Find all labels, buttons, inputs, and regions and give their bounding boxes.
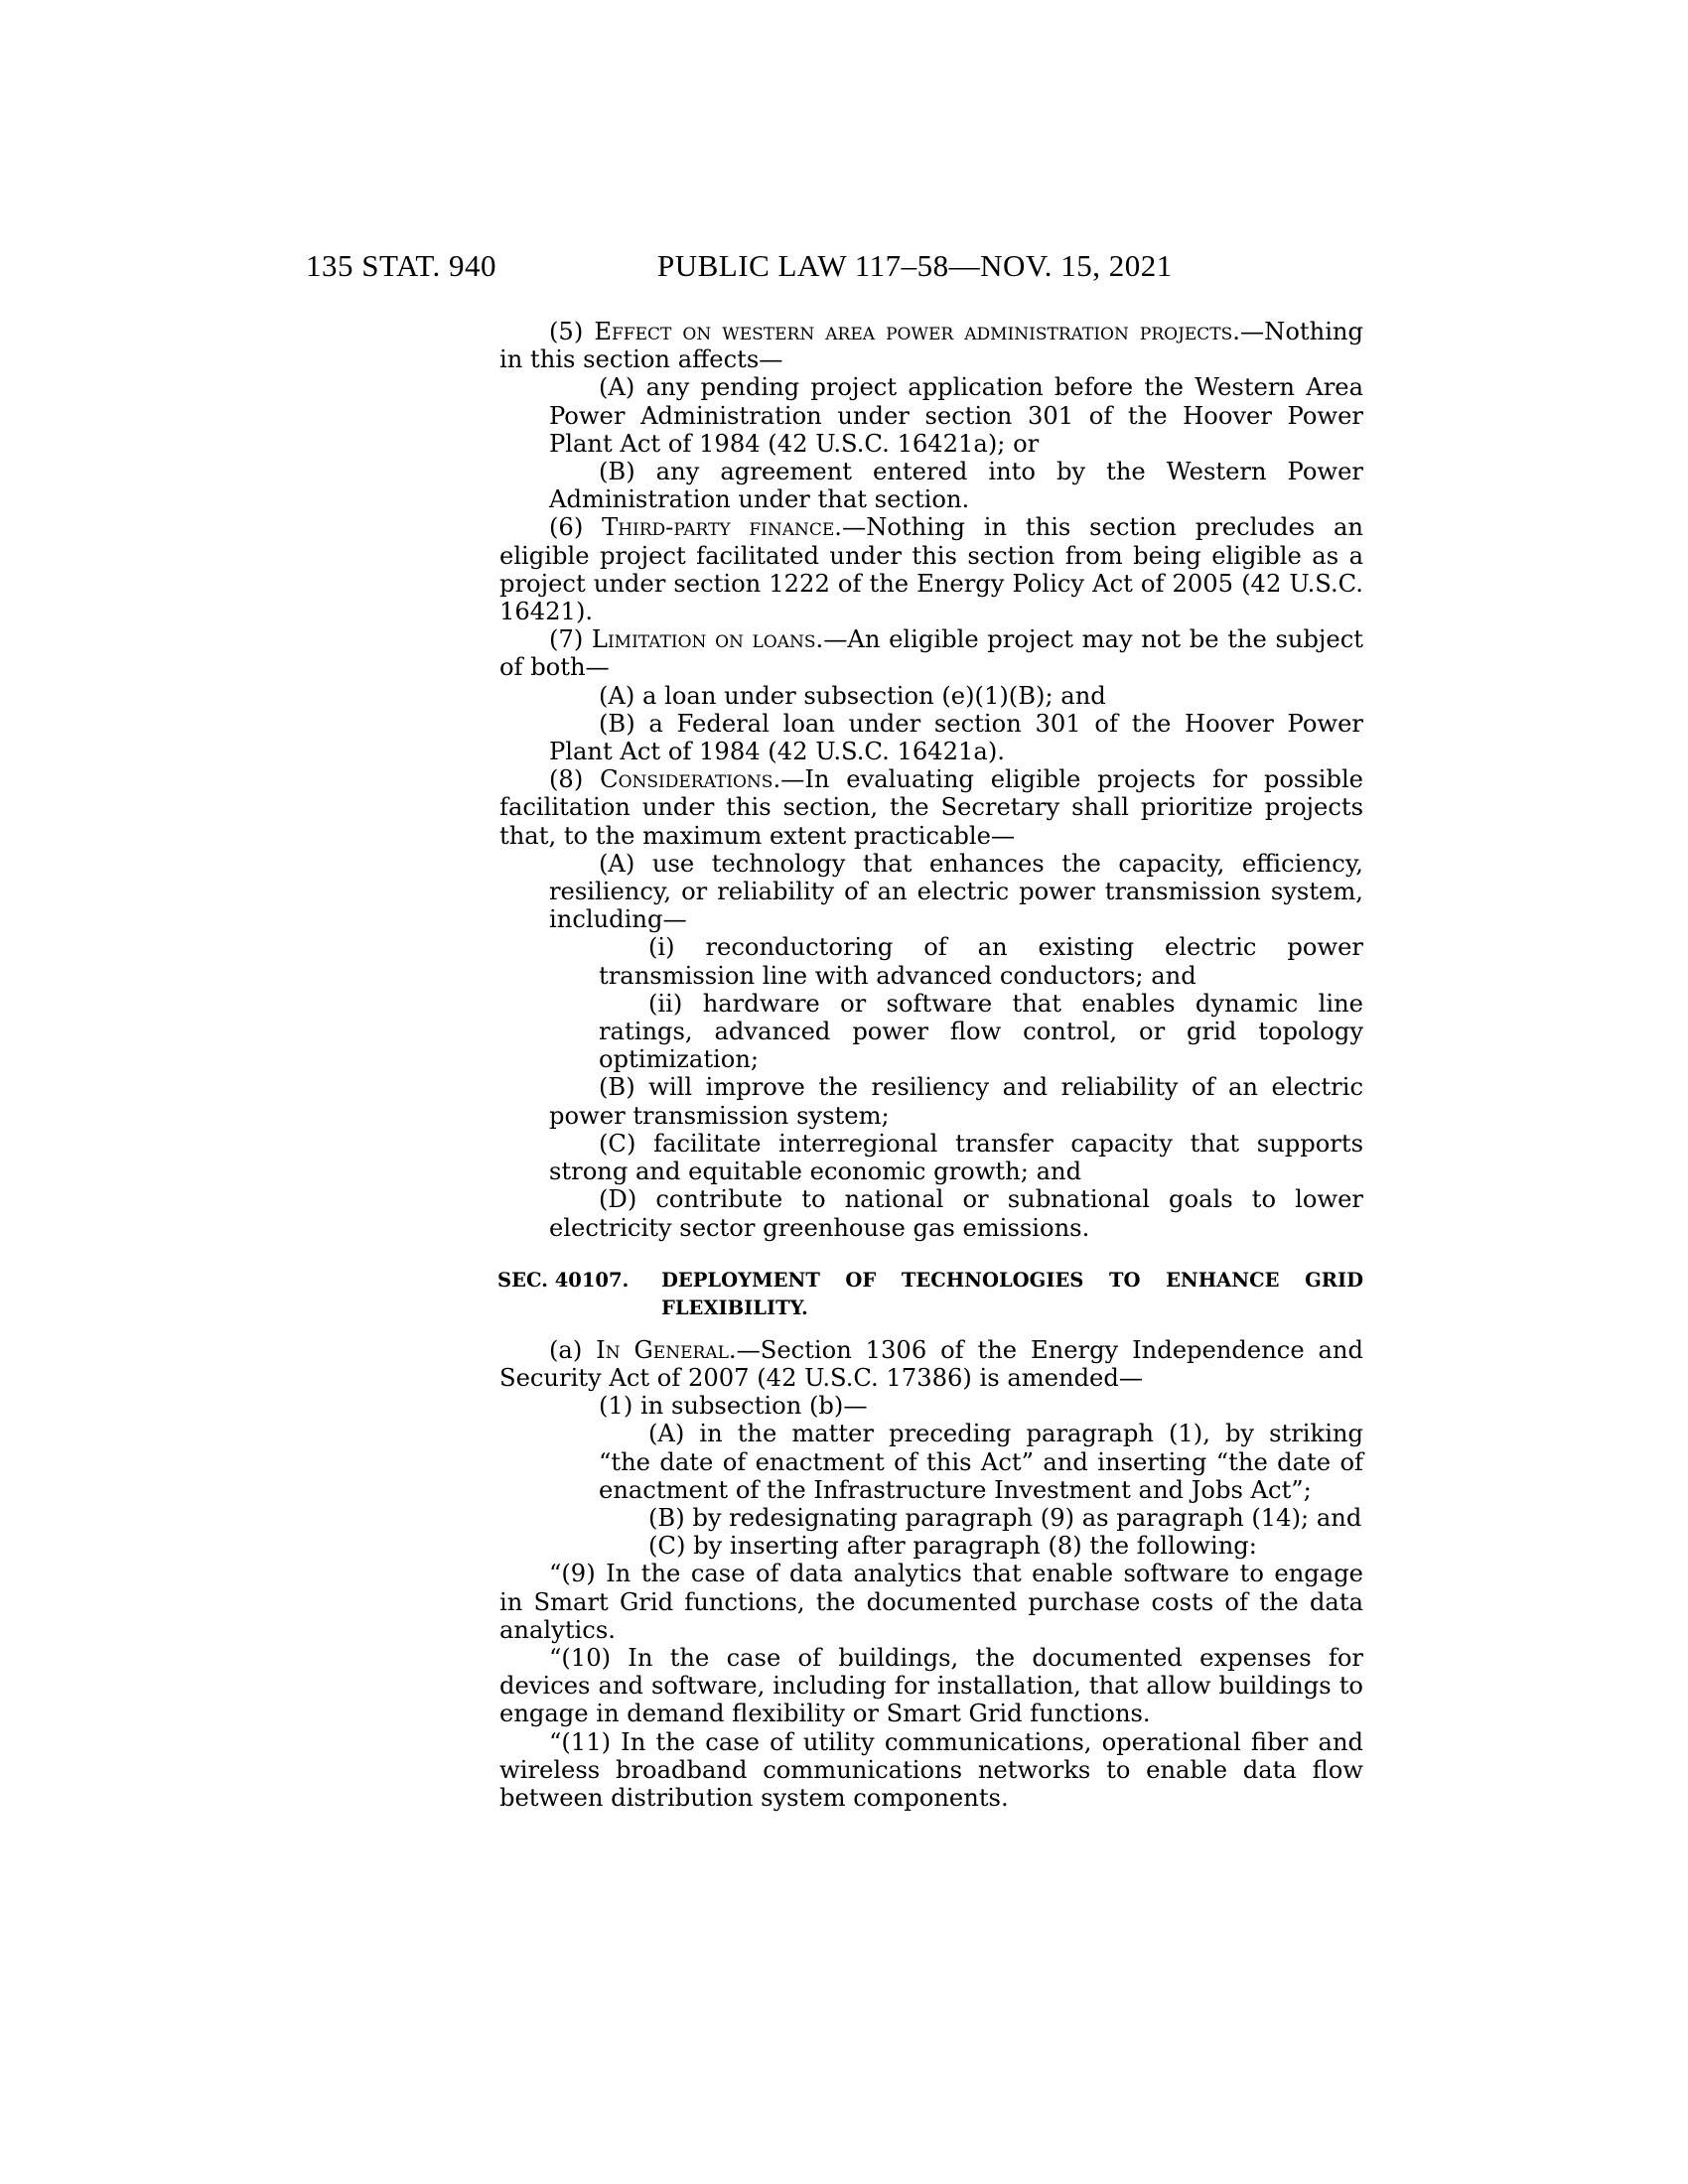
quoted-paragraph-10: “(10) In the case of buildings, the documented expenses for devices and software, including for installation, that allow buildings to engage in demand flexibility or Smart Grid functions. — [499, 1643, 1363, 1728]
paragraph-8-number: (8) — [549, 765, 601, 794]
subsection-a — [499, 1336, 1363, 1392]
paragraph-6 — [499, 513, 1363, 625]
paragraph-8-a: (A) use technology that enhances the capacity, efficiency, resiliency, or reliability of an electric power transmission system, including— — [549, 849, 1363, 934]
public-law-title: PUBLIC LAW 117–58—NOV. 15, 2021 — [657, 248, 1173, 283]
paragraph-6-heading: Third-party finance. — [602, 513, 842, 542]
paragraph-8 — [499, 765, 1363, 850]
paragraph-7 — [499, 625, 1363, 681]
section-title: DEPLOYMENT OF TECHNOLOGIES TO ENHANCE GRID FLEXIBILITY. — [661, 1268, 1363, 1319]
subsection-a-1: (1) in subsection (b)— — [599, 1392, 868, 1421]
paragraph-5-a: (A) any pending project application before the Western Area Power Administration under section 301 of the Hoover Power Plant Act of 1984 (42 U.S.C. 16421a); or — [549, 373, 1363, 458]
subsection-a-1-b: (B) by redesignating paragraph (9) as paragraph (14); and — [648, 1503, 1362, 1532]
quoted-paragraph-9: “(9) In the case of data analytics that enable software to engage in Smart Grid functions, the documented purchase costs of the data analytics. — [499, 1560, 1363, 1644]
paragraph-8-d: (D) contribute to national or subnational goals to lower electricity sector greenhouse gas emissions. — [549, 1185, 1363, 1242]
paragraph-8-a-ii: (ii) hardware or software that enables dynamic line ratings, advanced power flow control, or grid topology optimization; — [599, 989, 1363, 1074]
section-heading — [497, 1267, 1363, 1322]
paragraph-6-text: —Nothing in this section precludes an eligible project facilitated under this section from being eligible as a project under section 1222 of the Energy Policy Act of 2005 (42 U.S.C. 16421). — [499, 513, 1364, 626]
stat-page-number: 135 STAT. 940 — [306, 248, 497, 283]
paragraph-8-heading: Considerations. — [600, 765, 781, 794]
subsection-a-1-a: (A) in the matter preceding paragraph (1), by striking “the date of enactment of this Act” and inserting “the date of enactment of the Infrastructure Investment and Jobs Act”; — [599, 1420, 1363, 1504]
paragraph-7-b: (B) a Federal loan under section 301 of the Hoover Power Plant Act of 1984 (42 U.S.C. 16421a). — [549, 709, 1363, 766]
section-number: SEC. 40107. — [497, 1268, 630, 1292]
paragraph-8-b: (B) will improve the resiliency and reliability of an electric power transmission system; — [549, 1073, 1363, 1130]
subsection-a-number: (a) — [549, 1335, 597, 1364]
page-header — [0, 248, 1688, 288]
paragraph-5-text: —Nothing in this section affects— — [499, 318, 1363, 374]
paragraph-5-number: (5) — [549, 318, 595, 345]
paragraph-8-text: —In evaluating eligible projects for possible facilitation under this section, the Secretary shall prioritize projects that, to the maximum extent practicable— — [499, 765, 1363, 850]
paragraph-7-text: —An eligible project may not be the subject of both— — [499, 625, 1363, 682]
paragraph-7-number: (7) — [549, 625, 592, 654]
quoted-paragraph-11: “(11) In the case of utility communications, operational fiber and wireless broadband communications networks to enable data flow between distribution system components. — [499, 1727, 1363, 1812]
subsection-a-1-c: (C) by inserting after paragraph (8) the following: — [648, 1532, 1257, 1561]
paragraph-7-heading: Limitation on loans. — [591, 625, 824, 654]
paragraph-5-b: (B) any agreement entered into by the Western Power Administration under that section. — [549, 458, 1363, 514]
paragraph-6-number: (6) — [549, 513, 603, 542]
paragraph-5 — [499, 318, 1363, 373]
subsection-a-text: —Section 1306 of the Energy Independence and Security Act of 2007 (42 U.S.C. 17386) is amended— — [499, 1335, 1363, 1392]
paragraph-5-heading: Effect on western area power administration projects. — [594, 318, 1240, 345]
paragraph-8-c: (C) facilitate interregional transfer capacity that supports strong and equitable economic growth; and — [549, 1129, 1363, 1186]
subsection-a-heading: In General. — [596, 1335, 737, 1364]
paragraph-8-a-i: (i) reconductoring of an existing electric power transmission line with advanced conductors; and — [599, 933, 1363, 990]
paragraph-7-a: (A) a loan under subsection (e)(1)(B); and — [599, 681, 1106, 710]
document-body — [499, 318, 1363, 1812]
